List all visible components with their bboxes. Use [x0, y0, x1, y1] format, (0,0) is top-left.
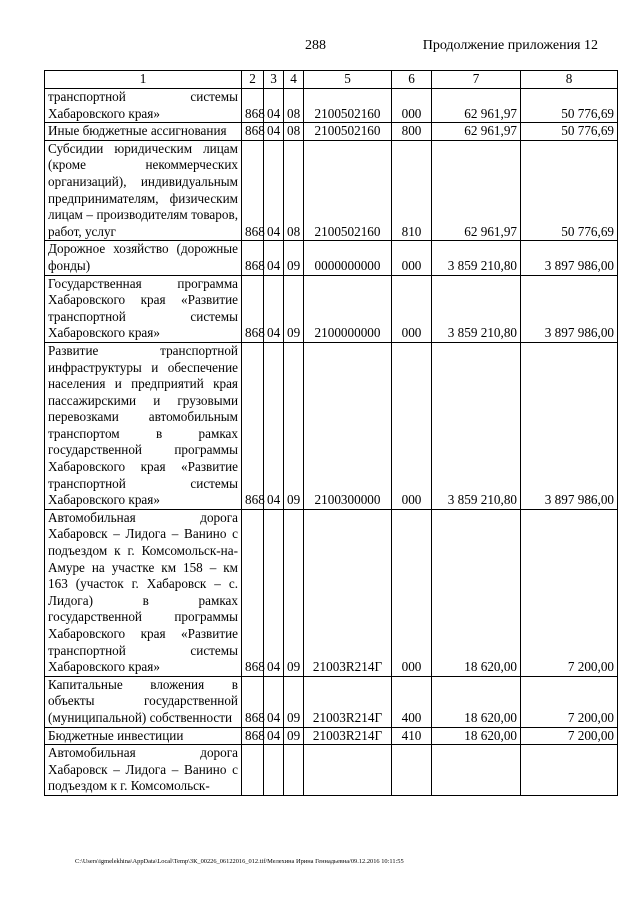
- cell-admin-code: [242, 745, 264, 796]
- cell-amount-1: [432, 745, 521, 796]
- cell-target-code: [304, 745, 392, 796]
- column-header: 1: [45, 71, 242, 89]
- cell-amount-1: 18 620,00: [432, 727, 521, 745]
- row-name: Капитальные вложения в объекты государственной (муниципальной) собственности: [45, 676, 242, 727]
- column-header: 7: [432, 71, 521, 89]
- cell-section: 04: [264, 241, 284, 275]
- table-row: [45, 509, 618, 676]
- cell-section: 04: [264, 676, 284, 727]
- cell-expense-type: 000: [392, 275, 432, 342]
- cell-amount-2: 3 897 986,00: [521, 241, 618, 275]
- cell-target-code: 21003R214Г: [304, 676, 392, 727]
- page-number: 288: [305, 38, 326, 53]
- cell-subsection: 09: [284, 342, 304, 509]
- cell-section: 04: [264, 275, 284, 342]
- cell-expense-type: 000: [392, 89, 432, 123]
- table-row: [45, 745, 618, 796]
- table-row: [45, 89, 618, 123]
- column-header: 4: [284, 71, 304, 89]
- table-row: [45, 342, 618, 509]
- budget-table: [44, 70, 618, 796]
- cell-amount-1: 3 859 210,80: [432, 275, 521, 342]
- cell-amount-2: 50 776,69: [521, 123, 618, 141]
- cell-target-code: 2100000000: [304, 275, 392, 342]
- column-header: 2: [242, 71, 264, 89]
- row-name: транспортной системы Хабаровского края»: [45, 89, 242, 123]
- cell-target-code: 2100502160: [304, 89, 392, 123]
- cell-admin-code: 868: [242, 241, 264, 275]
- row-name: Дорожное хозяйство (дорожные фонды): [45, 241, 242, 275]
- cell-amount-2: 3 897 986,00: [521, 342, 618, 509]
- row-name: Субсидии юридическим лицам (кроме некоммерческих организаций), индивидуальным предпринимателям, физическим лицам – производителям товаров, работ, услуг: [45, 140, 242, 241]
- cell-section: 04: [264, 140, 284, 241]
- table-row: [45, 123, 618, 141]
- cell-amount-1: 18 620,00: [432, 509, 521, 676]
- cell-amount-1: 18 620,00: [432, 676, 521, 727]
- cell-subsection: 09: [284, 509, 304, 676]
- row-name: Автомобильная дорога Хабаровск – Лидога – Ванино с подъездом к г. Комсомольск-на-Амуре на участке км 158 – км 163 (участок г. Хабаровск – с. Лидога) в рамках государственной программы Хабаровского края «Развитие транспортной системы Хабаровского края»: [45, 509, 242, 676]
- cell-expense-type: 410: [392, 727, 432, 745]
- cell-admin-code: 868: [242, 89, 264, 123]
- table-row: [45, 275, 618, 342]
- cell-expense-type: 810: [392, 140, 432, 241]
- table-row: [45, 241, 618, 275]
- table-row: [45, 727, 618, 745]
- column-header: 3: [264, 71, 284, 89]
- cell-admin-code: 868: [242, 676, 264, 727]
- column-header: 8: [521, 71, 618, 89]
- continuation-caption: Продолжение приложения 12: [422, 38, 598, 53]
- cell-expense-type: 000: [392, 509, 432, 676]
- cell-amount-2: 50 776,69: [521, 140, 618, 241]
- cell-expense-type: 800: [392, 123, 432, 141]
- cell-section: 04: [264, 123, 284, 141]
- cell-subsection: 09: [284, 727, 304, 745]
- cell-subsection: [284, 745, 304, 796]
- cell-subsection: 08: [284, 89, 304, 123]
- cell-section: 04: [264, 342, 284, 509]
- cell-amount-1: 62 961,97: [432, 140, 521, 241]
- row-name: Бюджетные инвестиции: [45, 727, 242, 745]
- cell-amount-2: 7 200,00: [521, 509, 618, 676]
- cell-admin-code: 868: [242, 342, 264, 509]
- cell-section: 04: [264, 89, 284, 123]
- cell-target-code: 21003R214Г: [304, 727, 392, 745]
- row-name: Государственная программа Хабаровского края «Развитие транспортной системы Хабаровского края»: [45, 275, 242, 342]
- cell-subsection: 08: [284, 123, 304, 141]
- cell-target-code: 2100502160: [304, 140, 392, 241]
- cell-amount-2: 3 897 986,00: [521, 275, 618, 342]
- cell-section: [264, 745, 284, 796]
- cell-amount-2: [521, 745, 618, 796]
- table-row: [45, 140, 618, 241]
- cell-target-code: 21003R214Г: [304, 509, 392, 676]
- cell-admin-code: 868: [242, 123, 264, 141]
- cell-amount-1: 62 961,97: [432, 89, 521, 123]
- column-number-row: [45, 71, 618, 89]
- footer-file-path: C:\Users\igmelekhina\AppData\Local\Temp\ЗК_00226_06122016_012.tif/Мелехина Ирина Геннадьевна/09.12.2016 10:11:55: [75, 858, 404, 865]
- cell-expense-type: 400: [392, 676, 432, 727]
- cell-target-code: 0000000000: [304, 241, 392, 275]
- cell-expense-type: [392, 745, 432, 796]
- column-header: 5: [304, 71, 392, 89]
- row-name: Автомобильная дорога Хабаровск – Лидога – Ванино с подъездом к г. Комсомольск-: [45, 745, 242, 796]
- table-row: [45, 676, 618, 727]
- cell-section: 04: [264, 727, 284, 745]
- cell-admin-code: 868: [242, 275, 264, 342]
- cell-amount-2: 50 776,69: [521, 89, 618, 123]
- cell-amount-1: 62 961,97: [432, 123, 521, 141]
- cell-subsection: 09: [284, 241, 304, 275]
- row-name: Развитие транспортной инфраструктуры и обеспечение населения и предприятий края пассажирскими и грузовыми перевозками автомобильным транспортом в рамках государственной программы Хабаровского края «Развитие транспортной системы Хабаровского края»: [45, 342, 242, 509]
- cell-admin-code: 868: [242, 727, 264, 745]
- cell-amount-1: 3 859 210,80: [432, 241, 521, 275]
- cell-target-code: 2100502160: [304, 123, 392, 141]
- cell-admin-code: 868: [242, 509, 264, 676]
- cell-section: 04: [264, 509, 284, 676]
- cell-target-code: 2100300000: [304, 342, 392, 509]
- cell-subsection: 09: [284, 676, 304, 727]
- cell-subsection: 09: [284, 275, 304, 342]
- cell-expense-type: 000: [392, 342, 432, 509]
- cell-subsection: 08: [284, 140, 304, 241]
- cell-expense-type: 000: [392, 241, 432, 275]
- cell-amount-2: 7 200,00: [521, 676, 618, 727]
- row-name: Иные бюджетные ассигнования: [45, 123, 242, 141]
- cell-amount-1: 3 859 210,80: [432, 342, 521, 509]
- cell-admin-code: 868: [242, 140, 264, 241]
- column-header: 6: [392, 71, 432, 89]
- cell-amount-2: 7 200,00: [521, 727, 618, 745]
